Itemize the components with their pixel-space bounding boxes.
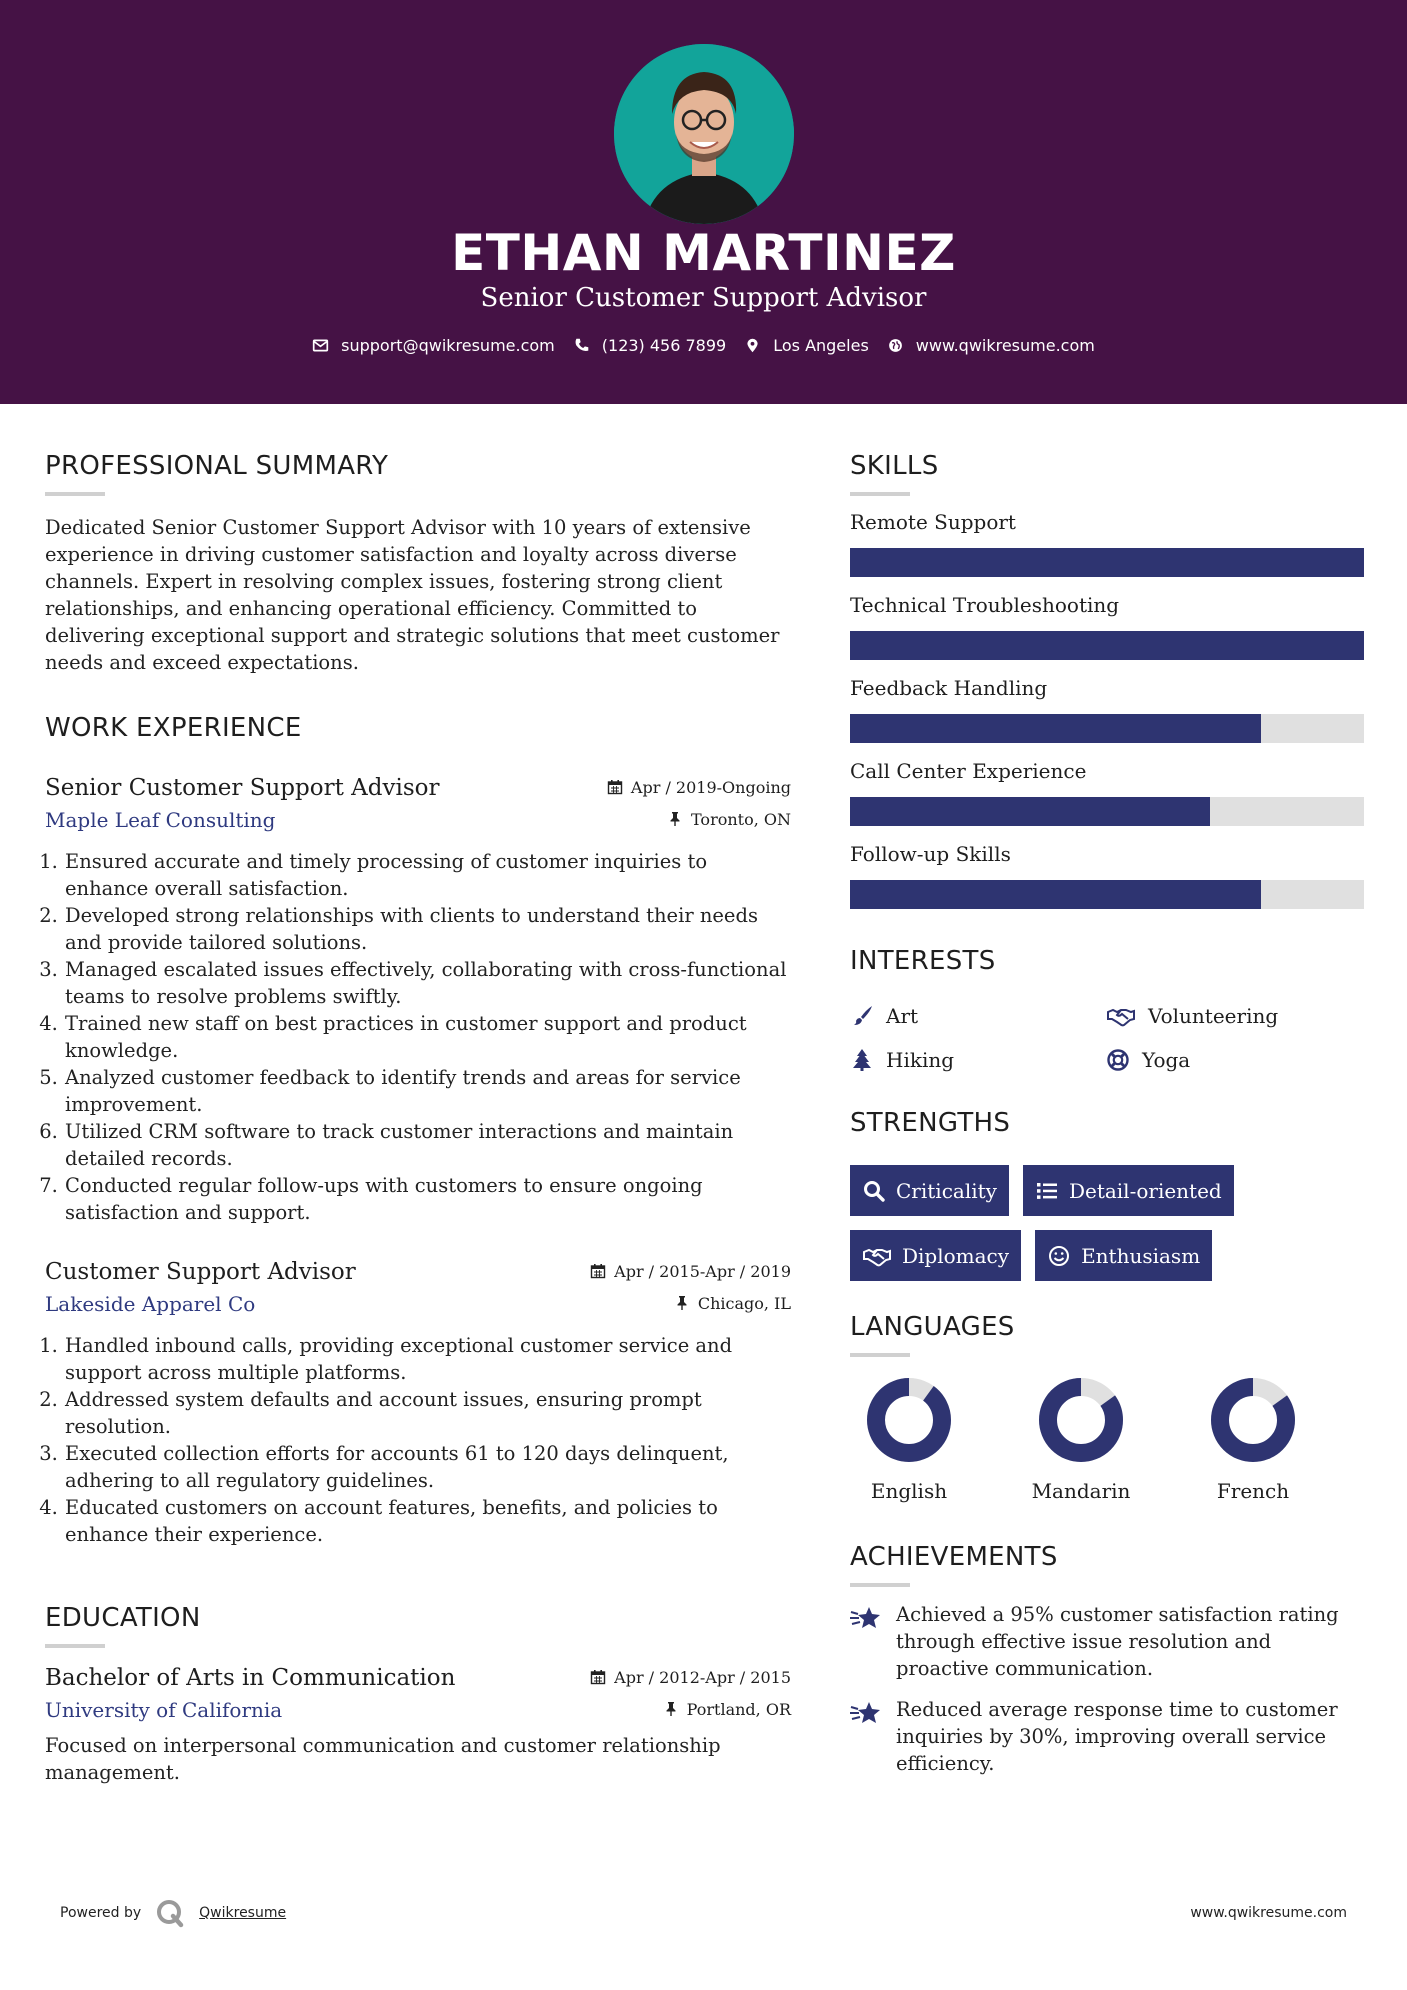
strength-label: Detail-oriented: [1068, 1178, 1222, 1203]
footer-website[interactable]: www.qwikresume.com: [1190, 1905, 1347, 1921]
job-location: [667, 810, 791, 829]
summary-section: [45, 448, 791, 676]
interest-art: [850, 1001, 1106, 1031]
job-location-text: Toronto, ON: [691, 809, 791, 829]
company-name: Maple Leaf Consulting: [45, 808, 276, 832]
job-dates-text: Apr / 2015-Apr / 2019: [614, 1261, 791, 1281]
list-item: 1. Ensured accurate and timely processing of customer inquiries to enhance overall satisfaction.: [64, 848, 791, 902]
contact-email[interactable]: [312, 336, 555, 355]
candidate-name: ETHAN MARTINEZ: [451, 224, 956, 282]
list-item: 6. Utilized CRM software to track customer interactions and maintain detailed records.: [64, 1118, 791, 1172]
handshake-icon: [862, 1244, 892, 1268]
skill-name: Remote Support: [850, 510, 1016, 534]
languages-heading: LANGUAGES: [850, 1312, 1015, 1342]
achievement-item: [850, 1696, 1364, 1777]
language-donut: [1208, 1375, 1298, 1465]
list-item: 2. Addressed system defaults and account issues, ensuring prompt resolution.: [64, 1386, 791, 1440]
list-icon: [1035, 1179, 1059, 1203]
phone-text: (123) 456 7899: [601, 336, 727, 355]
experience-section: [45, 710, 791, 1548]
pushpin-icon: [663, 1701, 679, 1717]
section-divider: [45, 754, 105, 758]
job-entry: [45, 772, 791, 1226]
interests-heading: INTERESTS: [850, 946, 996, 976]
skill-bar: [850, 797, 1364, 826]
skill-name: Technical Troubleshooting: [850, 593, 1120, 617]
skill-bar-fill: [850, 797, 1210, 826]
envelope-icon: [312, 337, 329, 354]
pushpin-icon: [674, 1295, 690, 1311]
section-divider: [45, 1644, 105, 1648]
globe-icon: [887, 337, 904, 354]
skill-bar: [850, 631, 1364, 660]
calendar-icon: [590, 1263, 606, 1279]
contact-phone[interactable]: [573, 336, 726, 355]
footer-powered-by: [60, 1898, 286, 1928]
skill-bar: [850, 714, 1364, 743]
email-text: support@qwikresume.com: [341, 336, 555, 355]
skill-bar-fill: [850, 714, 1261, 743]
search-icon: [862, 1179, 886, 1203]
contact-location: [744, 336, 869, 355]
languages-section: [850, 1309, 1364, 1503]
achievement-text: Reduced average response time to customer inquiries by 30%, improving overall service efficiency.: [896, 1698, 1338, 1775]
strengths-heading: STRENGTHS: [850, 1108, 1011, 1138]
language-item: [850, 1375, 968, 1503]
skill-item: [850, 508, 1364, 577]
achievements-section: [850, 1539, 1364, 1777]
company-name: Lakeside Apparel Co: [45, 1292, 256, 1316]
contact-bar: [0, 336, 1407, 355]
strength-label: Diplomacy: [902, 1243, 1010, 1268]
shooting-star-icon: [850, 1698, 882, 1728]
achievements-heading: ACHIEVEMENTS: [850, 1542, 1058, 1572]
job-entry: [45, 1256, 791, 1548]
shooting-star-icon: [850, 1603, 882, 1633]
school-name: University of California: [45, 1698, 283, 1722]
language-item: [1022, 1375, 1140, 1503]
resume-header: [0, 0, 1407, 404]
strength-label: Enthusiasm: [1081, 1243, 1201, 1268]
education-description: Focused on interpersonal communication and customer relationship management.: [45, 1734, 721, 1784]
job-title: Senior Customer Support Advisor: [45, 775, 440, 801]
tree-icon: [850, 1048, 874, 1072]
strength-detail-oriented: [1023, 1165, 1234, 1216]
lifering-icon: [1106, 1048, 1130, 1072]
skill-name: Feedback Handling: [850, 676, 1048, 700]
brush-icon: [850, 1004, 874, 1028]
qwikresume-logo-icon: [155, 1898, 185, 1928]
list-item: 1. Handled inbound calls, providing exceptional customer service and support across multiple platforms.: [64, 1332, 791, 1386]
website-text: www.qwikresume.com: [915, 336, 1095, 355]
skills-heading: SKILLS: [850, 451, 939, 481]
section-divider: [850, 492, 910, 496]
section-divider: [45, 492, 105, 496]
skill-bar-fill: [850, 880, 1261, 909]
education-section: [45, 1600, 791, 1786]
skills-section: [850, 448, 1364, 909]
pushpin-icon: [667, 811, 683, 827]
strength-label: Criticality: [896, 1178, 997, 1203]
smile-icon: [1047, 1244, 1071, 1268]
summary-heading: PROFESSIONAL SUMMARY: [45, 451, 389, 481]
education-location: [663, 1700, 791, 1719]
list-item: 4. Trained new staff on best practices in customer support and product knowledge.: [64, 1010, 791, 1064]
interest-label: Hiking: [886, 1048, 955, 1072]
list-item: 3. Managed escalated issues effectively, collaborating with cross-functional teams to resolve problems swiftly.: [64, 956, 791, 1010]
interest-label: Yoga: [1142, 1048, 1191, 1072]
section-divider: [850, 987, 910, 991]
list-item: 2. Developed strong relationships with clients to understand their needs and provide tailored solutions.: [64, 902, 791, 956]
qwikresume-link[interactable]: Qwikresume: [199, 1905, 287, 1921]
section-divider: [850, 1583, 910, 1587]
skill-item: [850, 757, 1364, 826]
language-name: French: [1216, 1479, 1290, 1503]
person-portrait-icon: [614, 44, 794, 224]
skill-bar: [850, 880, 1364, 909]
section-divider: [850, 1353, 910, 1357]
job-dates-text: Apr / 2019-Ongoing: [630, 777, 791, 797]
job-dates: [590, 1262, 791, 1281]
interests-section: [850, 943, 1364, 1075]
job-dates: [607, 778, 791, 797]
right-column: [850, 448, 1364, 1791]
calendar-icon: [607, 779, 623, 795]
candidate-title: Senior Customer Support Advisor: [480, 283, 927, 313]
skill-item: [850, 674, 1364, 743]
strength-enthusiasm: [1035, 1230, 1212, 1281]
handshake-icon: [1106, 1004, 1136, 1028]
map-pin-icon: [744, 337, 761, 354]
interest-hiking: [850, 1045, 1106, 1075]
left-column: [45, 448, 791, 1786]
strengths-section: [850, 1105, 1364, 1281]
experience-heading: WORK EXPERIENCE: [45, 713, 302, 743]
language-name: English: [870, 1479, 948, 1503]
list-item: 3. Executed collection efforts for accounts 61 to 120 days delinquent, adhering to all regulatory guidelines.: [64, 1440, 791, 1494]
list-item: 7. Conducted regular follow-ups with customers to ensure ongoing satisfaction and support.: [64, 1172, 791, 1226]
language-donut-fill: [876, 1387, 942, 1453]
education-heading: EDUCATION: [45, 1603, 201, 1633]
strength-criticality: [850, 1165, 1009, 1216]
location-text: Los Angeles: [773, 336, 869, 355]
degree-title: Bachelor of Arts in Communication: [45, 1665, 456, 1691]
achievement-text: Achieved a 95% customer satisfaction rating through effective issue resolution and proactive communication.: [896, 1603, 1339, 1680]
strength-diplomacy: [850, 1230, 1021, 1281]
education-dates-text: Apr / 2012-Apr / 2015: [614, 1667, 791, 1687]
job-location-text: Chicago, IL: [697, 1293, 791, 1313]
education-dates: [590, 1668, 791, 1687]
language-donut: [1036, 1375, 1126, 1465]
job-location: [674, 1294, 791, 1313]
skill-name: Call Center Experience: [850, 759, 1087, 783]
contact-website[interactable]: [887, 336, 1095, 355]
job-title: Customer Support Advisor: [45, 1259, 356, 1285]
phone-icon: [573, 337, 590, 354]
list-item: 4. Educated customers on account features, benefits, and policies to enhance their experience.: [64, 1494, 791, 1548]
summary-text: Dedicated Senior Customer Support Advisor with 10 years of extensive experience in driving customer satisfaction and loyalty across diverse channels. Expert in resolving complex issues, fostering strong client relationships, and enhancing operational efficiency. Committed to delivering exceptional support and strategic solutions that meet customer needs and exceed expectations.: [45, 516, 780, 674]
profile-photo: [614, 44, 794, 224]
achievement-item: [850, 1601, 1364, 1682]
skill-item: [850, 591, 1364, 660]
interest-yoga: [1106, 1045, 1362, 1075]
calendar-icon: [590, 1669, 606, 1685]
education-location-text: Portland, OR: [686, 1699, 791, 1719]
list-item: 5. Analyzed customer feedback to identify trends and areas for service improvement.: [64, 1064, 791, 1118]
job-bullets: [45, 848, 791, 1226]
skill-bar: [850, 548, 1364, 577]
interest-label: Art: [886, 1004, 919, 1028]
interest-volunteering: [1106, 1001, 1362, 1031]
job-bullets: [45, 1332, 791, 1548]
language-donut: [864, 1375, 954, 1465]
powered-by-text: Powered by: [60, 1905, 142, 1921]
skill-bar-fill: [850, 631, 1364, 660]
skill-item: [850, 840, 1364, 909]
interest-label: Volunteering: [1148, 1004, 1279, 1028]
language-name: Mandarin: [1031, 1479, 1131, 1503]
language-item: [1194, 1375, 1312, 1503]
section-divider: [850, 1149, 910, 1153]
skill-name: Follow-up Skills: [850, 842, 1011, 866]
skill-bar-fill: [850, 548, 1364, 577]
